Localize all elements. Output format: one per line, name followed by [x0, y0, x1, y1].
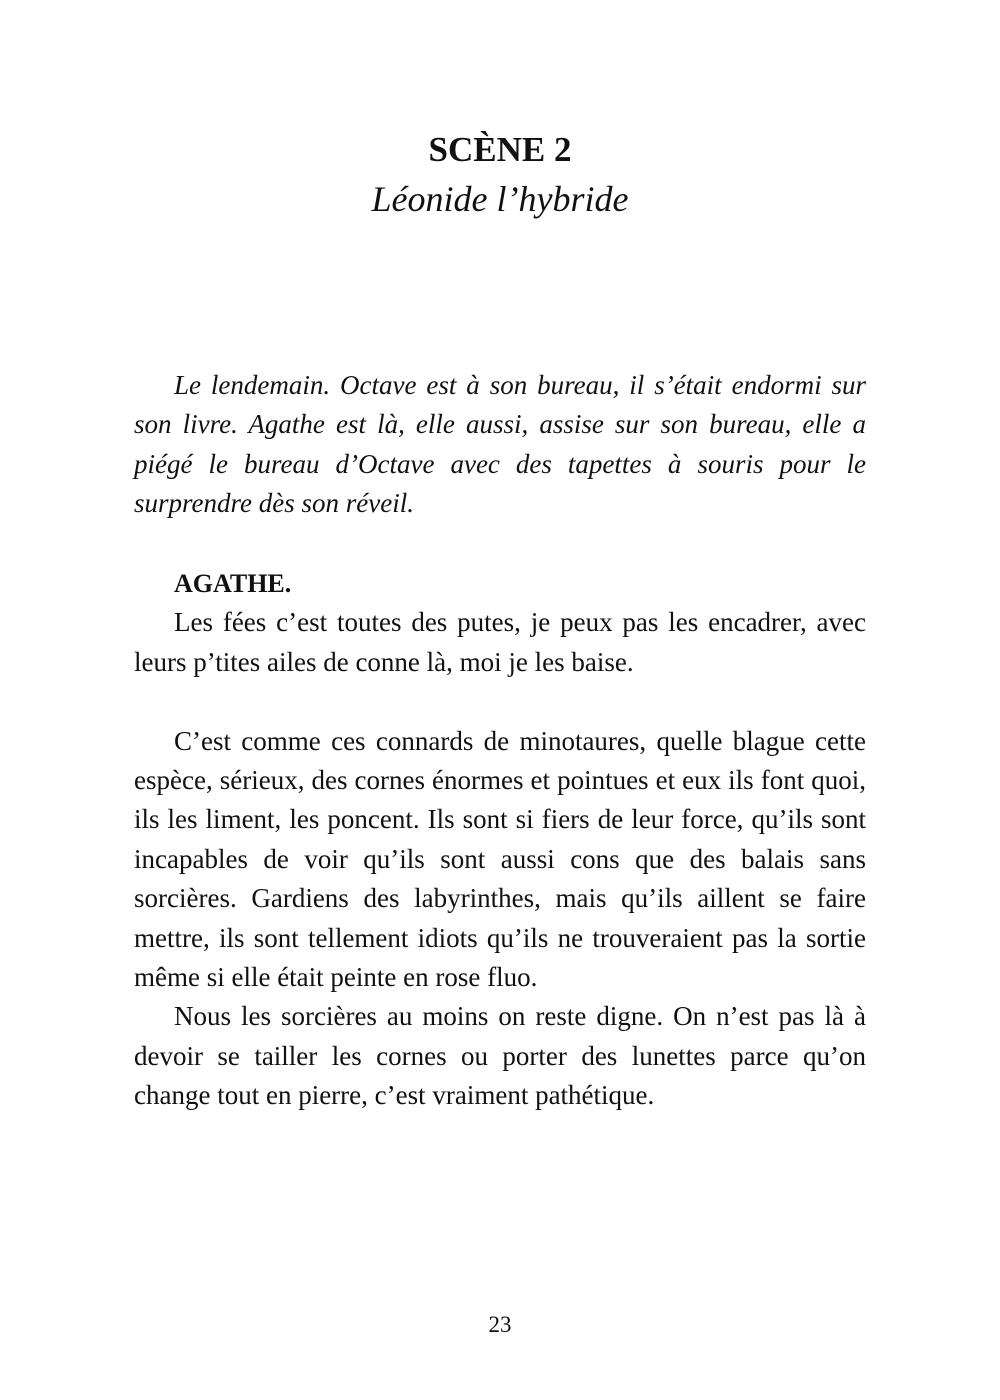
page-number: 23 — [488, 1312, 512, 1337]
scene-number: SCÈNE 2 — [428, 130, 572, 169]
speaker-name: AGATHE. — [174, 569, 292, 598]
dialogue-paragraph: Nous les sorcières au moins on reste digne. On n’est pas là à devoir se tailler les cornes ou porter des lunettes parce qu’on change tout en pierre, c’est vraiment pathétique. — [134, 1001, 866, 1111]
dialogue-block — [134, 564, 866, 1116]
dialogue-paragraph: C’est comme ces connards de minotaures, quelle blague cette espèce, sérieux, des cornes énormes et pointues et eux ils font quoi, ils les liment, les poncent. Ils sont si fiers de leur force, qu’ils sont incapables de voir qu’ils sont aussi cons que des balais sans sorcières. Gardiens des labyrinthes, mais qu’ils aillent se faire mettre, ils sont tellement idiots qu’ils ne trouveraient pas la sortie même si elle était peinte en rose fluo. — [134, 725, 866, 993]
stage-direction — [134, 366, 866, 524]
dialogue-paragraph: Les fées c’est toutes des putes, je peux pas les encadrer, avec leurs p’tites ailes de conne là, moi je les baise. — [134, 607, 866, 677]
stage-direction-text: Le lendemain. Octave est à son bureau, il s’était endormi sur son livre. Agathe est là, elle aussi, assise sur son bureau, elle a piégé le bureau d’Octave avec des tapettes à souris pour le surprendre dès son réveil. — [134, 370, 866, 519]
scene-subtitle: Léonide l’hybride — [371, 179, 629, 219]
paragraph-gap — [134, 682, 866, 721]
scene-heading — [0, 126, 1000, 224]
